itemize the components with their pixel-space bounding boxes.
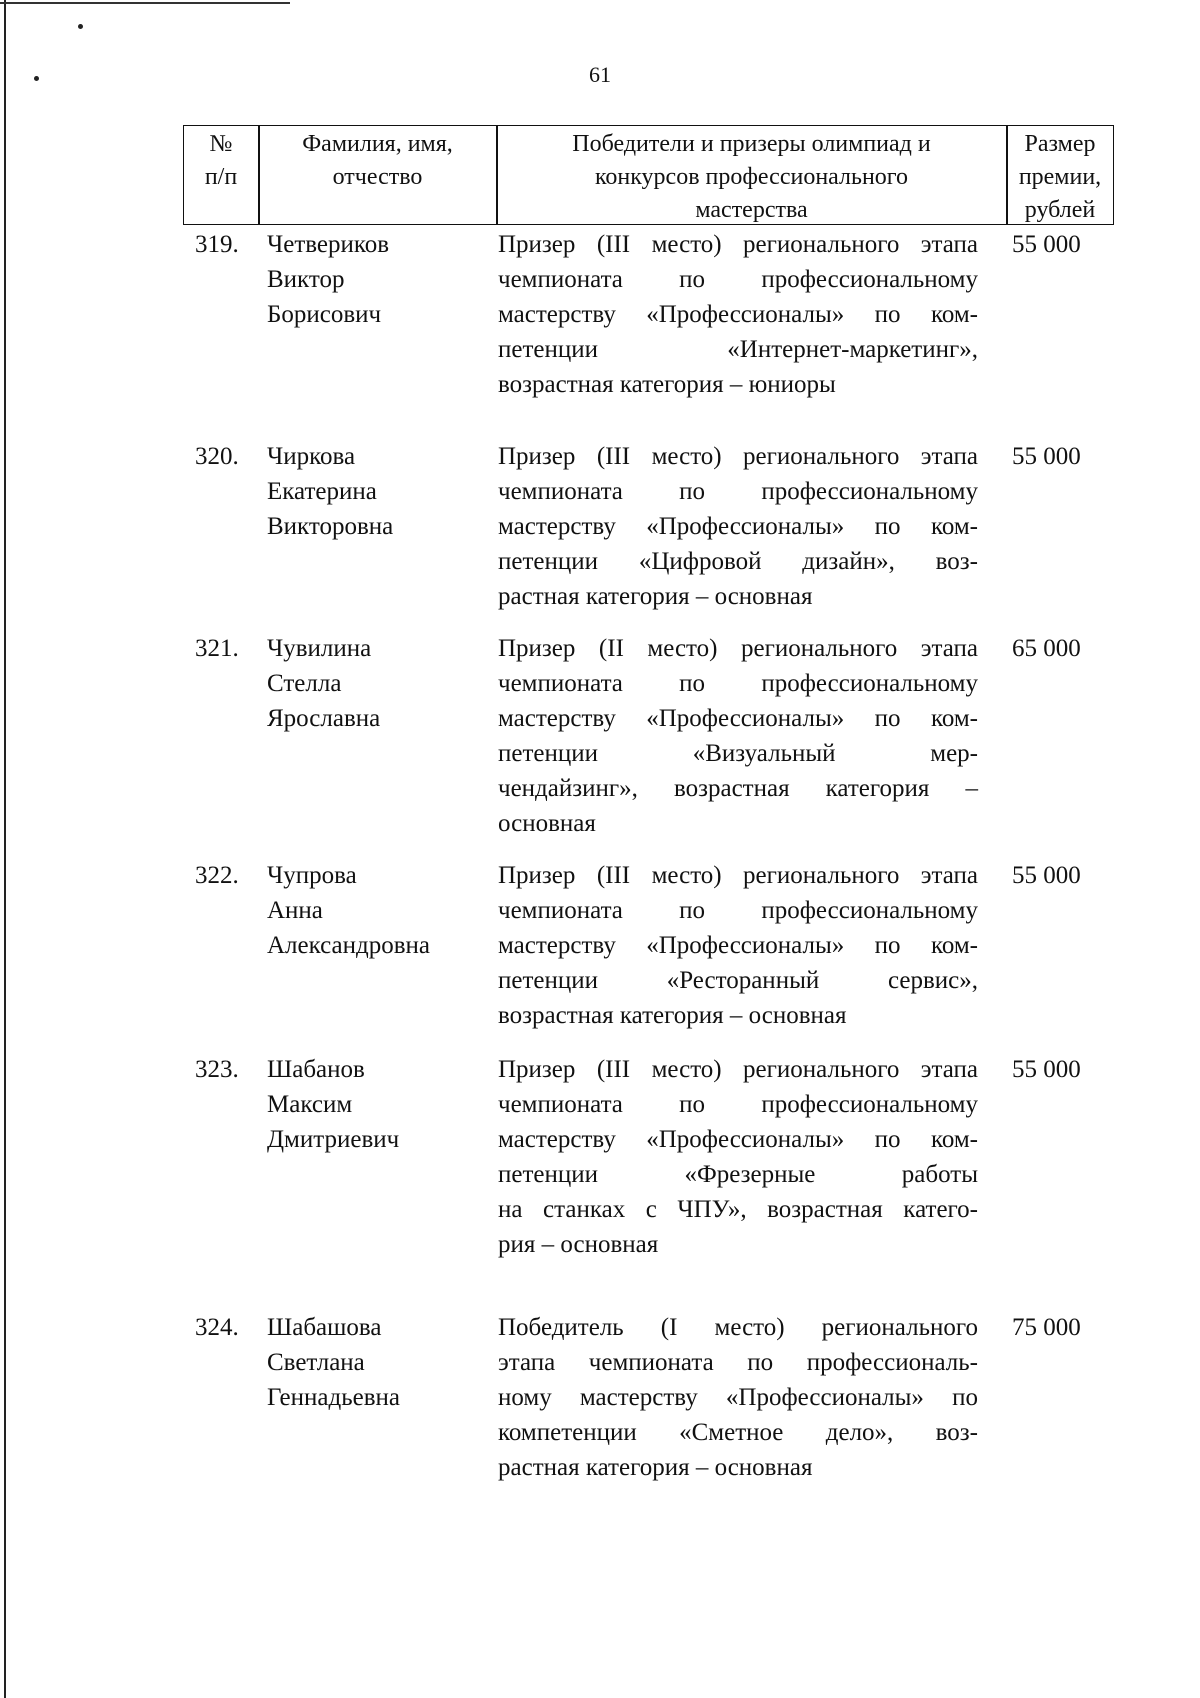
desc-line: чемпионата по профессиональному [498, 266, 978, 293]
person-name [267, 858, 487, 963]
name-line: Анна [267, 897, 323, 924]
name-line: Дмитриевич [267, 1126, 400, 1153]
desc-line: Призер (III место) регионального этапа [498, 862, 978, 889]
award-description [498, 227, 978, 402]
name-line: Шабашова [267, 1314, 382, 1341]
award-description [498, 1052, 978, 1262]
desc-line: растная категория – основная [498, 583, 813, 610]
header-col-number [184, 126, 258, 224]
desc-line: чемпионата по профессиональному [498, 897, 978, 924]
desc-line: рия – основная [498, 1231, 659, 1258]
header-col-name [259, 126, 496, 224]
desc-line: растная категория – основная [498, 1454, 813, 1481]
desc-line: Призер (III место) регионального этапа [498, 1056, 978, 1083]
desc-line: Призер (III место) регионального этапа [498, 231, 978, 258]
name-line: Чиркова [267, 443, 356, 470]
desc-line: мастерству «Профессионалы» по ком- [498, 513, 978, 540]
table-header [183, 125, 1114, 225]
header-text: Размер [1024, 131, 1096, 157]
prize-amount: 55 000 [1012, 443, 1081, 470]
header-text: Фамилия, имя, [302, 131, 453, 157]
desc-line: этапа чемпионата по профессиональ- [498, 1349, 978, 1376]
name-line: Викторовна [267, 513, 394, 540]
desc-line: мастерству «Профессионалы» по ком- [498, 932, 978, 959]
desc-line: петенции «Цифровой дизайн», воз- [498, 548, 978, 575]
scan-edge [0, 2, 290, 4]
header-text: п/п [204, 164, 238, 190]
prize-amount: 55 000 [1012, 862, 1081, 889]
name-line: Шабанов [267, 1056, 365, 1083]
desc-line: основная [498, 810, 596, 837]
desc-line: Победитель (I место) регионального [498, 1314, 978, 1341]
desc-line: чемпионата по профессиональному [498, 1091, 978, 1118]
desc-line: Призер (III место) регионального этапа [498, 443, 978, 470]
desc-line: чемпионата по профессиональному [498, 670, 978, 697]
name-line: Ярославна [267, 705, 381, 732]
desc-line: ному мастерству «Профессионалы» по [498, 1384, 978, 1411]
name-line: Виктор [267, 266, 345, 293]
row-number: 319. [195, 231, 239, 258]
award-description [498, 858, 978, 1033]
desc-line: Призер (II место) регионального этапа [498, 635, 978, 662]
award-description [498, 439, 978, 614]
name-line: Стелла [267, 670, 342, 697]
prize-amount: 75 000 [1012, 1314, 1081, 1341]
person-name [267, 227, 487, 332]
person-name [267, 439, 487, 544]
header-col-description [497, 126, 1006, 224]
row-number: 324. [195, 1314, 239, 1341]
desc-line: на станках с ЧПУ», возрастная катего- [498, 1196, 978, 1223]
desc-line: петенции «Визуальный мер- [498, 740, 978, 767]
scan-speck [78, 24, 83, 29]
header-text: мастерства [695, 197, 808, 223]
person-name [267, 1310, 487, 1415]
name-line: Чупрова [267, 862, 357, 889]
desc-line: возрастная категория – основная [498, 1002, 847, 1029]
row-number: 323. [195, 1056, 239, 1083]
name-line: Борисович [267, 301, 382, 328]
desc-line: петенции «Ресторанный сервис», [498, 967, 978, 994]
prize-amount: 65 000 [1012, 635, 1081, 662]
person-name [267, 1052, 487, 1157]
header-text: рублей [1024, 197, 1096, 223]
page-number: 61 [589, 62, 611, 87]
header-text: отчество [332, 164, 423, 190]
header-text: Победители и призеры олимпиад и [572, 131, 931, 157]
desc-line: чендайзинг», возрастная категория – [498, 775, 978, 802]
name-line: Чувилина [267, 635, 372, 662]
person-name [267, 631, 487, 736]
desc-line: петенции «Интернет-маркетинг», [498, 336, 978, 363]
prize-amount: 55 000 [1012, 1056, 1081, 1083]
name-line: Максим [267, 1091, 353, 1118]
row-number: 320. [195, 443, 239, 470]
header-col-prize [1007, 126, 1113, 224]
award-description [498, 631, 978, 841]
desc-line: компетенции «Сметное дело», воз- [498, 1419, 978, 1446]
name-line: Александровна [267, 932, 431, 959]
name-line: Екатерина [267, 478, 377, 505]
name-line: Геннадьевна [267, 1384, 400, 1411]
row-number: 321. [195, 635, 239, 662]
row-number: 322. [195, 862, 239, 889]
scan-edge [4, 0, 6, 1698]
desc-line: чемпионата по профессиональному [498, 478, 978, 505]
desc-line: петенции «Фрезерные работы [498, 1161, 978, 1188]
desc-line: мастерству «Профессионалы» по ком- [498, 705, 978, 732]
header-text: № [209, 131, 233, 157]
desc-line: мастерству «Профессионалы» по ком- [498, 301, 978, 328]
header-text: премии, [1018, 164, 1102, 190]
prize-amount: 55 000 [1012, 231, 1081, 258]
name-line: Четвериков [267, 231, 390, 258]
name-line: Светлана [267, 1349, 365, 1376]
desc-line: возрастная категория – юниоры [498, 371, 836, 398]
header-text: конкурсов профессионального [594, 164, 909, 190]
award-description [498, 1310, 978, 1485]
desc-line: мастерству «Профессионалы» по ком- [498, 1126, 978, 1153]
